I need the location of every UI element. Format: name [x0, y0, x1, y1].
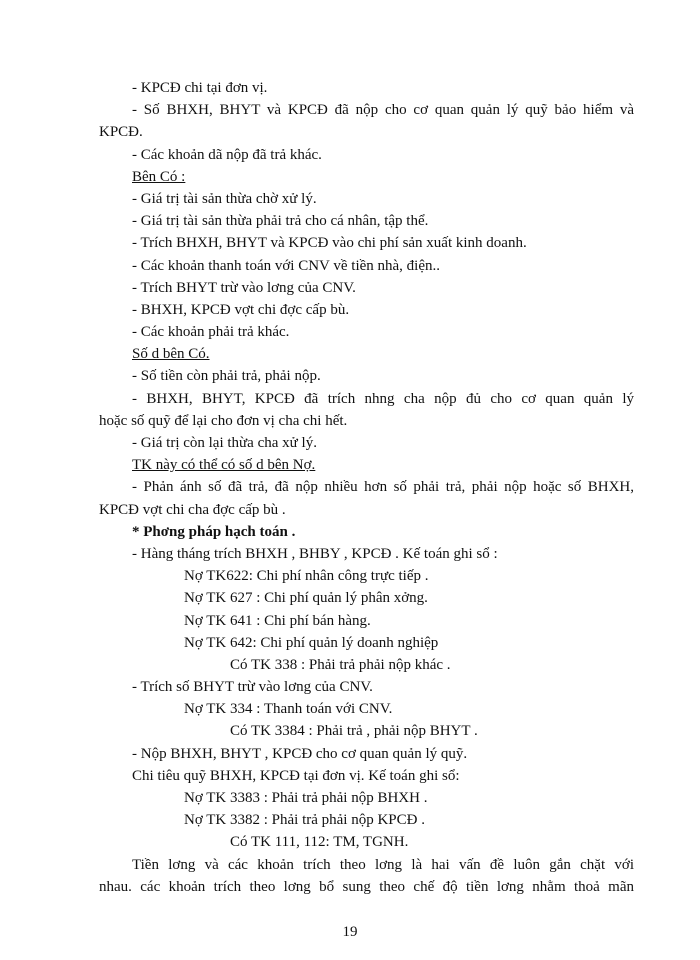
- page-number: 19: [342, 924, 358, 940]
- journal-entry: Có TK 338 : Phải trả phải nộp khác .: [230, 656, 451, 673]
- text-line: - Giá trị còn lại thừa cha xử lý.: [132, 435, 317, 451]
- journal-entry: Nợ TK 641 : Chi phí bán hàng.: [184, 612, 371, 629]
- text-line: - Các khoản phải trả khác.: [132, 324, 290, 341]
- text-line: - BHXH, KPCĐ vợt chi đợc cấp bù.: [132, 301, 350, 318]
- text-line: Chi tiêu quỹ BHXH, KPCĐ tại đơn vị. Kế toán ghi sổ:: [132, 767, 460, 784]
- text-line: - Trích số BHYT trừ vào lơng của CNV.: [132, 679, 373, 696]
- section-heading-credit: Bên Có :: [132, 168, 186, 185]
- text-line: - Số BHXH, BHYT và KPCĐ đã nộp cho cơ quan quản lý quỹ bảo hiểm và: [132, 102, 634, 119]
- text-line: Tiền lơng và các khoản trích theo lơng là hai vấn đề luôn gắn chặt với: [132, 856, 634, 873]
- section-heading-credit-balance: Số d bên Có.: [132, 346, 210, 363]
- section-heading-method: * Phơng pháp hạch toán .: [132, 523, 296, 540]
- text-line: - Giá trị tài sản thừa phải trả cho cá nhân, tập thể.: [132, 213, 429, 230]
- text-line: KPCĐ.: [99, 124, 143, 141]
- journal-entry: Nợ TK 334 : Thanh toán với CNV.: [184, 701, 393, 718]
- text-line: - BHXH, BHYT, KPCĐ đã trích nhng cha nộp đủ cho cơ quan quản lý: [132, 390, 634, 407]
- text-line: - Phản ánh số đã trả, đã nộp nhiều hơn số phải trả, phải nộp hoặc số BHXH,: [132, 479, 634, 496]
- journal-entry: Nợ TK 642: Chi phí quản lý doanh nghiệp: [184, 634, 439, 651]
- text-line: - Giá trị tài sản thừa chờ xử lý.: [132, 190, 317, 207]
- text-line: - Nộp BHXH, BHYT , KPCĐ cho cơ quan quản lý quỹ.: [132, 745, 468, 762]
- section-heading-debit-balance: TK này có thể có số d bên Nợ.: [132, 457, 316, 474]
- text-line: - Các khoản dã nộp đã trả khác.: [132, 146, 322, 163]
- journal-entry: Nợ TK622: Chi phí nhân công trực tiếp .: [184, 568, 429, 585]
- text-line: - Hàng tháng trích BHXH , BHBY , KPCĐ . Kế toán ghi sổ :: [132, 545, 498, 562]
- text-line: - KPCĐ chi tại đơn vị.: [132, 80, 268, 96]
- text-line: nhau. các khoản trích theo lơng bổ sung theo chế độ tiền lơng nhằm thoả mãn: [99, 878, 634, 895]
- document-body: [0, 77, 700, 898]
- text-line: - Số tiền còn phải trả, phải nộp.: [132, 368, 321, 385]
- journal-entry: Có TK 111, 112: TM, TGNH.: [230, 834, 409, 851]
- text-line: - Trích BHYT trừ vào lơng của CNV.: [132, 279, 356, 296]
- text-line: - Trích BHXH, BHYT và KPCĐ vào chi phí sản xuất kinh doanh.: [132, 235, 527, 252]
- text-line: - Các khoản thanh toán với CNV về tiền nhà, điện..: [132, 257, 441, 274]
- journal-entry: Nợ TK 3382 : Phải trả phải nộp KPCĐ .: [184, 812, 425, 829]
- journal-entry: Nợ TK 3383 : Phải trả phải nộp BHXH .: [184, 790, 428, 806]
- text-line: hoặc số quỹ để lại cho đơn vị cha chi hết.: [99, 412, 348, 429]
- text-line: KPCĐ vợt chi cha đợc cấp bù .: [99, 501, 286, 518]
- journal-entry: Nợ TK 627 : Chi phí quản lý phân xởng.: [184, 590, 428, 607]
- journal-entry: Có TK 3384 : Phải trả , phải nộp BHYT .: [230, 723, 478, 740]
